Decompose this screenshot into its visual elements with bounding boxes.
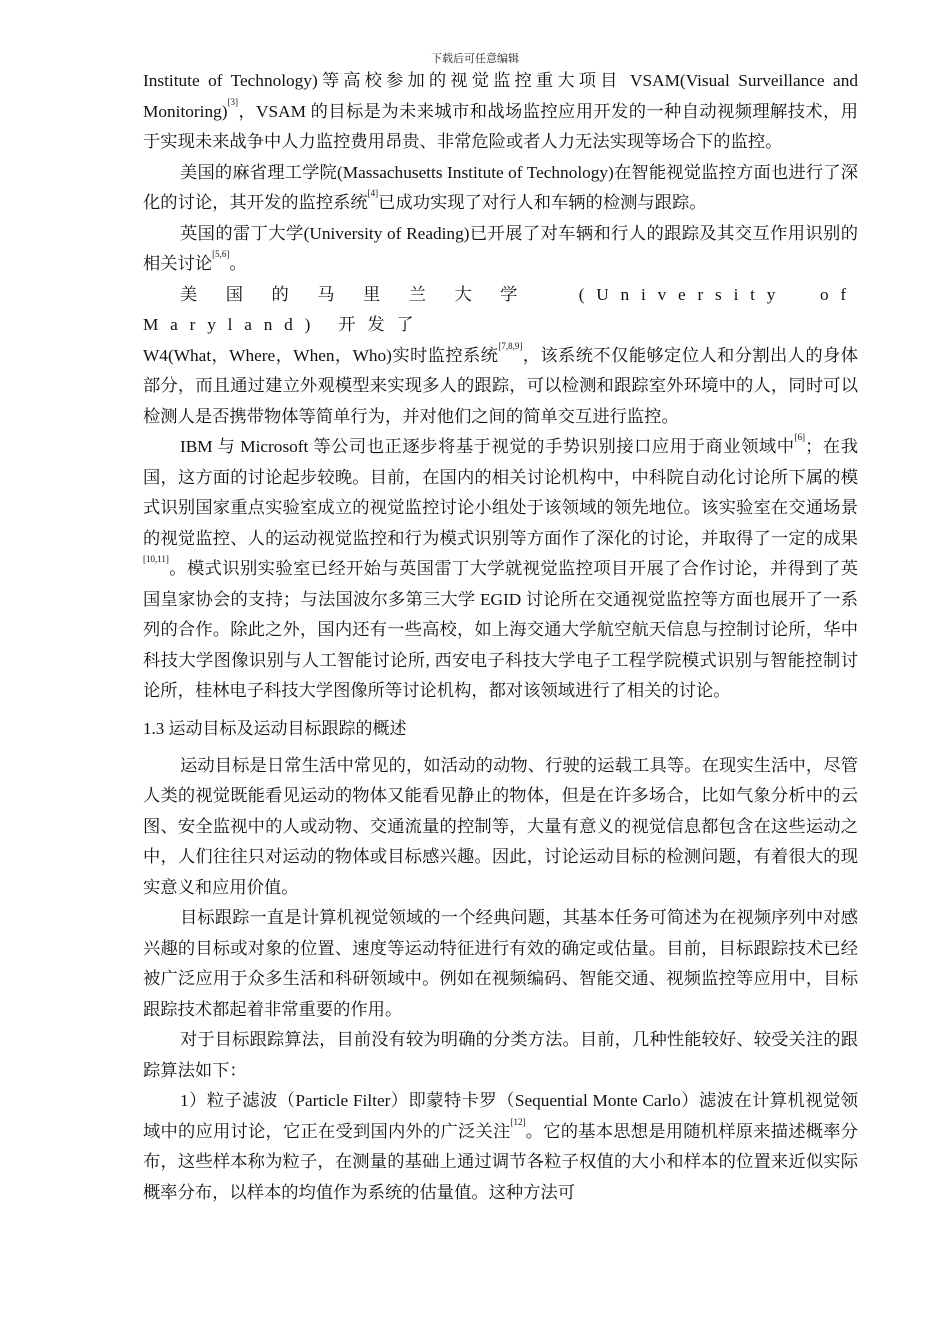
- paragraph-ibm: [143, 432, 858, 707]
- citation: [12]: [510, 1116, 526, 1127]
- paragraph-text: 1）粒子滤波（Particle Filter）即蒙特卡罗（Sequential Monte Carlo）滤波在计算机视觉领域中的应用讨论，它正在受到国内外的广泛关注: [143, 1091, 858, 1141]
- citation: [6]: [794, 432, 806, 442]
- paragraph-tracking: 目标跟踪一直是计算机视觉领域的一个经典问题，其基本任务可简述为在视频序列中对感兴趣的目标或对象的位置、速度等运动特征进行有效的确定或估量。目前，目标跟踪技术已经被广泛应用于众多生活和科研领域中。例如在视频编码、智能交通、视频监控等应用中，目标跟踪技术都起着非常重要的作用。: [143, 908, 858, 1019]
- citation: [5,6]: [212, 249, 230, 259]
- paragraph-text: ，VSAM 的目标是为未来城市和战场监控应用开发的一种自动视频理解技术，用于实现未来战争中人力监控费用昂贵、非常危险或者人力无法实现等场合下的监控。: [143, 101, 858, 151]
- paragraph-mit: [143, 158, 858, 219]
- citation: [7,8,9]: [498, 340, 523, 351]
- paragraph-text: 。它的基本思想是用随机样原来描述概率分布，这些样本称为粒子，在测量的基础上通过调节各粒子权值的大小和样本的位置来近似实际概率分布，以样本的均值作为系统的估量值。这种方法可: [143, 1121, 858, 1202]
- paragraph-text: Institute of Technology)等高校参加的视觉监控重大项目 VSAM(Visual Surveillance and Monitoring): [143, 71, 858, 121]
- paragraph-text: 。: [229, 254, 247, 273]
- paragraph-text: 美国的马里兰大学 (University of Maryland) 开发了: [143, 284, 858, 334]
- document-body: [143, 66, 858, 1208]
- citation: [10,11]: [143, 554, 169, 564]
- paragraph-text: W4(What，Where，When，Who)实时监控系统: [143, 345, 499, 365]
- citation: [3]: [227, 96, 238, 107]
- paragraph-algorithms: 对于目标跟踪算法，目前没有较为明确的分类方法。目前，几种性能较好、较受关注的跟踪算法如下：: [143, 1030, 858, 1080]
- paragraph-text: 。模式识别实验室已经开始与英国雷丁大学就视觉监控项目开展了合作讨论，并得到了英国皇家协会的支持；与法国波尔多第三大学 EGID 讨论所在交通视觉监控等方面也展开了一系列的合作。除此之外，国内还有一些高校，如上海交通大学航空航天信息与控制讨论所，华中科技大学图像识别与人工智能讨论所, 西安电子科技大学电子工程学院模式识别与智能控制讨论所，桂林电子科技大学图像所等讨论机构，都对该领域进行了相关的讨论。: [143, 559, 858, 700]
- paragraph-text: IBM 与 Microsoft 等公司也正逐步将基于视觉的手势识别接口应用于商业领域中: [180, 437, 795, 456]
- paragraph-text: 英国的雷丁大学(University of Reading)已开展了对车辆和行人的跟踪及其交互作用识别的相关讨论: [143, 223, 858, 273]
- paragraph-particle-filter: [143, 1086, 858, 1208]
- paragraph-text: ，该系统不仅能够定位人和分割出人的身体部分，而且通过建立外观模型来实现多人的跟踪，可以检测和跟踪室外环境中的人，同时可以检测人是否携带物体等简单行为，并对他们之间的简单交互进行监控。: [143, 345, 858, 426]
- paragraph-moving-target: 运动目标是日常生活中常见的，如活动的动物、行驶的运载工具等。在现实生活中，尽管人类的视觉既能看见运动的物体又能看见静止的物体，但是在许多场合，比如气象分析中的云图、安全监视中的人或动物、交通流量的控制等，大量有意义的视觉信息都包含在这些运动之中，人们往往只对运动的物体或目标感兴趣。因此，讨论运动目标的检测问题，有着很大的现实意义和应用价值。: [143, 755, 858, 897]
- paragraph-text: 美国的麻省理工学院(Massachusetts Institute of Technology)在智能视觉监控方面也进行了深化的讨论，其开发的监控系统: [143, 162, 858, 212]
- section-heading: 1.3 运动目标及运动目标跟踪的概述: [143, 718, 407, 738]
- paragraph-vsam: [143, 66, 858, 158]
- citation: [4]: [367, 188, 379, 198]
- page-header: 下载后可任意编辑: [431, 53, 519, 65]
- paragraph-text: ；在我国，这方面的讨论起步较晚。目前，在国内的相关讨论机构中，中科院自动化讨论所下属的模式识别国家重点实验室成立的视觉监控讨论小组处于该领域的领先地位。该实验室在交通场景的视觉监控、人的运动视觉监控和行为模式识别等方面作了深化的讨论，并取得了一定的成果: [143, 437, 858, 548]
- paragraph-maryland: [143, 280, 858, 433]
- paragraph-text: 已成功实现了对行人和车辆的检测与跟踪。: [378, 193, 707, 212]
- paragraph-reading: [143, 219, 858, 280]
